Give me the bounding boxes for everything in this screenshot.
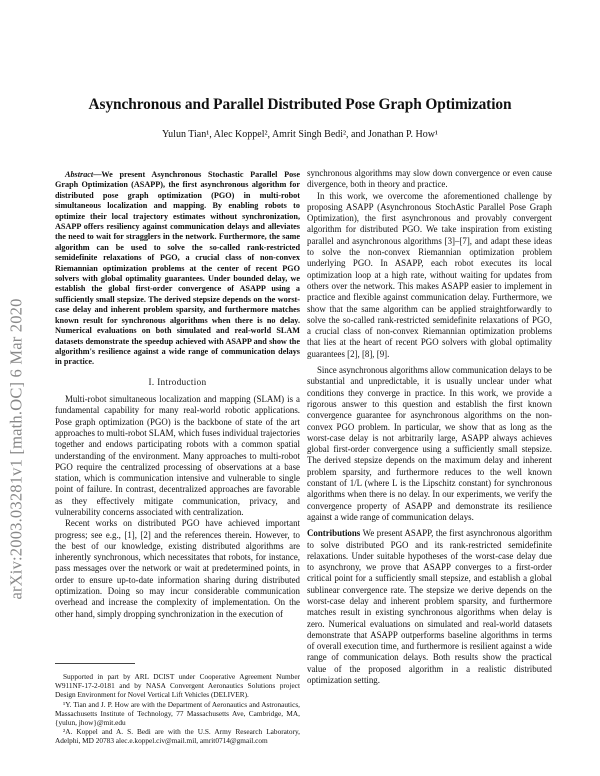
footnotes bbox=[55, 663, 300, 746]
footnote-affiliation-2: ²A. Koppel and A. S. Bedi are with the U.S. Army Research Laboratory, Adelphi, MD 20783 alec.e.koppel.civ@mail.mil, amrit0714@gmail.com bbox=[55, 727, 300, 746]
intro-paragraph-3: In this work, we overcome the aforementioned challenge by proposing ASAPP (Asynchronous StochAstic Parallel Pose Graph Optimization), the first asynchronous and provably convergent algorithm for distributed PGO. We take inspiration from existing parallel and asynchronous algorithms [3]–[7], and adapt these ideas to solve the non-convex Riemannian optimization problem underlying PGO. In ASAPP, each robot executes its local optimization loop at a high rate, without waiting for updates from others over the network. This makes ASAPP easier to implement in practice and flexible against communication delay. Furthermore, we show that the same algorithm can be applied straightforwardly to solve the so-called rank-restricted semidefinite relaxations of PGO, a crucial class of non-convex Riemannian optimization problems that lies at the heart of recent PGO solvers with global optimality guarantees [2], [8], [9]. bbox=[307, 190, 552, 359]
intro-paragraph-continued: synchronous algorithms may slow down convergence or even cause divergence, both in theory and practice. bbox=[307, 168, 552, 190]
section-heading-introduction: I. Introduction bbox=[148, 376, 207, 387]
paper-title: Asynchronous and Parallel Distributed Pose Graph Optimization bbox=[88, 96, 512, 113]
abstract-text: —We present Asynchronous Stochastic Parallel Pose Graph Optimization (ASAPP), the first asynchronous algorithm for distributed pose graph optimization (PGO) in multi-robot simultaneous localization and mapping. By enabling robots to optimize their local trajectory estimates without synchronization, ASAPP offers resiliency against communication delays and alleviates the need to wait for stragglers in the network. Furthermore, the same algorithm can be used to solve the so-called rank-restricted semidefinite relaxations of PGO, a crucial class of non-convex Riemannian optimization problems at the center of recent PGO solvers with global optimality guarantees. Under bounded delay, we establish the global first-order convergence of ASAPP using a sufficiently small stepsize. The derived stepsize depends on the worst-case delay and inherent problem sparsity, and furthermore matches known result for synchronous algorithms when there is no delay. Numerical evaluations on both simulated and real-world SLAM datasets demonstrate the speedup achieved with ASAPP and show the algorithm's resilience against a wide range of communication delays in practice. bbox=[55, 170, 300, 367]
author-list: Yulun Tian¹, Alec Koppel², Amrit Singh Bedi², and Jonathan P. How¹ bbox=[162, 129, 438, 140]
abstract bbox=[55, 170, 300, 368]
contributions-text: We present ASAPP, the first asynchronous algorithm to solve distributed PGO and its rank-restricted semidefinite relaxations. Under suitable hypotheses of the worst-case delay due to asynchrony, we prove that ASAPP converges to a first-order critical point for a sufficiently small stepsize, and establish a global sublinear convergence rate. The stepsize we derive depends on the worst-case delay and inherent problem sparsity, and furthermore matches result in existing synchronous algorithms when delay is zero. Numerical evaluations on simulated and real-world datasets demonstrate that ASAPP outperforms baseline algorithms in terms of overall execution time, and furthermore is resilient against a wide range of communication delays. Both results show the practical value of the proposed algorithm in a realistic distributed optimization setting. bbox=[307, 528, 552, 686]
arxiv-identifier bbox=[6, 298, 28, 600]
abstract-label: Abstract bbox=[65, 170, 94, 179]
footnote-rule bbox=[55, 663, 135, 664]
footnote-funding: Supported in part by ARL DCIST under Cooperative Agreement Number W911NF-17-2-0181 and by NASA Convergent Aeronautics Solutions project Design Environment for Novel Vertical Lift Vehicles (DELIVER). bbox=[55, 672, 300, 700]
footnote-affiliation-1: ¹Y. Tian and J. P. How are with the Department of Aeronautics and Astronautics, Massachusetts Institute of Technology, 77 Massachusetts Ave, Cambridge, MA, {yulun, jhow}@mit.edu bbox=[55, 699, 300, 728]
intro-paragraph-4: Since asynchronous algorithms allow communication delays to be substantial and unpredictable, it is usually unclear under what conditions they converge in practice. In this work, we provide a rigorous answer to this question and establish the first known convergence guarantee for asynchronous algorithms on the non-convex PGO problem. In particular, we show that as long as the worst-case delay is not arbitrarily large, ASAPP always achieves global first-order convergence using a sufficiently small stepsize. The derived stepsize depends on the maximum delay and inherent problem sparsity, and furthermore reduces to the well known constant of 1/L (where L is the Lipschitz constant) for synchronous algorithms when there is no delay. In our experiments, we verify the convergence property of ASAPP and demonstrate its resilience against a wide range of communication delays. bbox=[307, 365, 552, 522]
contributions-paragraph bbox=[307, 528, 552, 686]
arxiv-stamp: arXiv:2003.03281v1 [math.OC] 6 Mar 2020 bbox=[7, 298, 27, 600]
contributions-label: Contributions bbox=[307, 528, 361, 539]
intro-paragraph-1: Multi-robot simultaneous localization and mapping (SLAM) is a fundamental capability for many real-world robotic applications. Pose graph optimization (PGO) is the backbone of state of the art approaches to multi-robot SLAM, which fuses individual trajectories together and endows participating robots with a common spatial understanding of the environment. Many approaches to multi-robot PGO require the centralized processing of observations at a base station, which is communication intensive and vulnerable to single point of failure. In contrast, decentralized approaches are favorable as they effectively mitigate communication, privacy, and vulnerability concerns associated with centralization. bbox=[55, 394, 300, 517]
right-column bbox=[307, 168, 552, 686]
intro-paragraph-2: Recent works on distributed PGO have achieved important progress; see e.g., [1], [2] and the references therein. However, to the best of our knowledge, existing distributed algorithms are inherently synchronous, which necessitates that robots, for instance, pass messages over the network or wait at predetermined points, in order to ensure up-to-date information sharing during distributed optimization. Doing so may incur considerable communication overhead and increase the complexity of implementation. On the other hand, simply dropping synchronization in the execution of bbox=[55, 518, 300, 619]
left-column bbox=[55, 170, 300, 620]
